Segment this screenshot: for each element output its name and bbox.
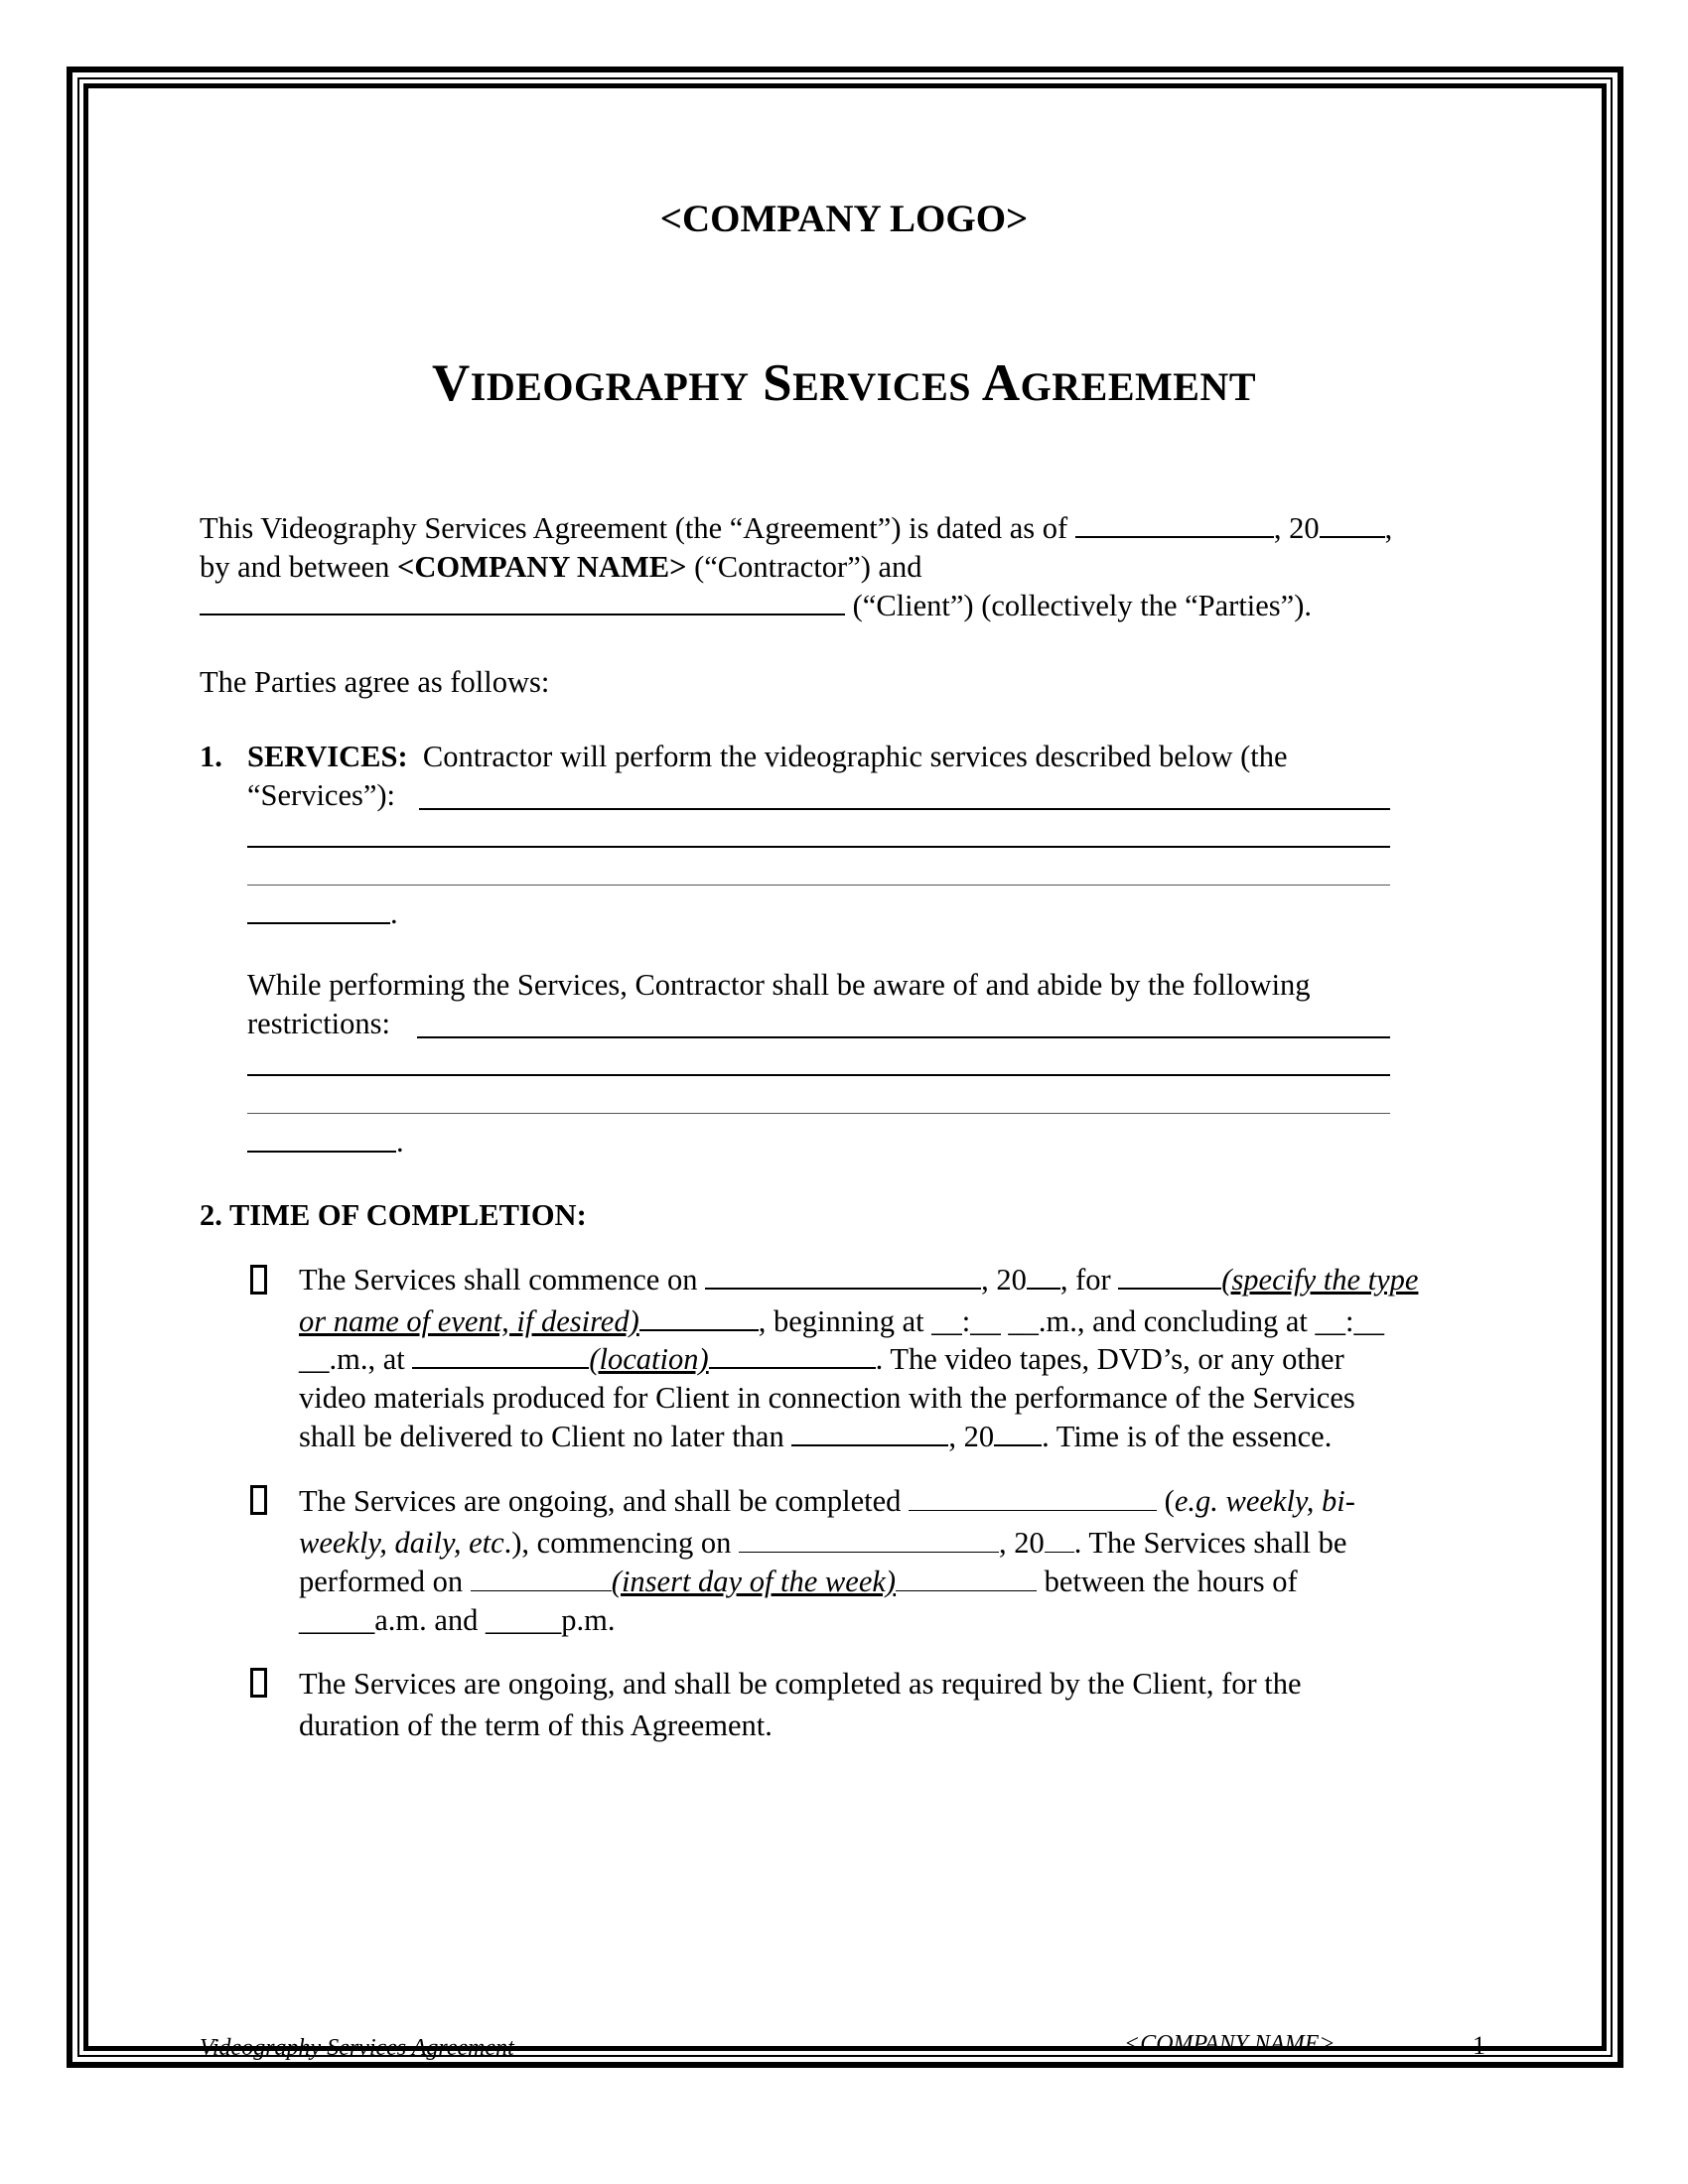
restrictions-line-1: While performing the Services, Contractor shall be aware of and abide by the following	[247, 968, 1311, 1002]
option-1-line-1: The Services shall commence on , 20 , for (specify the type	[299, 1263, 1419, 1297]
client-name-blank[interactable]	[200, 588, 845, 615]
year-blank[interactable]	[1320, 510, 1385, 538]
option-1-line-2: or name of event, if desired) , beginning at __:__ __.m., and concluding at __:__	[299, 1304, 1385, 1338]
parties-agree: The Parties agree as follows:	[200, 665, 550, 699]
option-2-line-3: performed on (insert day of the week) between the hours of	[299, 1565, 1298, 1598]
section-1-heading: SERVICES:	[247, 740, 408, 773]
services-blank-line-1[interactable]	[419, 808, 1390, 810]
location-blank[interactable]	[412, 1341, 589, 1369]
section-2-heading: 2. TIME OF COMPLETION:	[200, 1198, 587, 1232]
restrictions-line-2: restrictions:	[247, 1007, 390, 1040]
company-logo-placeholder: <COMPANY LOGO>	[659, 198, 1029, 240]
option-2-line-2: weekly, daily, etc.), commencing on , 20 . The Services shall be	[299, 1526, 1347, 1560]
commence-year-blank[interactable]	[1027, 1262, 1060, 1290]
restrictions-blank-line-4[interactable]	[247, 1151, 396, 1153]
day-blank-tail[interactable]	[896, 1565, 1037, 1591]
option-1-line-5: shall be delivered to Client no later than , 20 . Time is of the essence.	[299, 1420, 1333, 1453]
option-3-line-2: duration of the term of this Agreement.	[299, 1708, 773, 1742]
date-blank[interactable]	[1075, 510, 1274, 538]
footer-document-name: Videography Services Agreement	[200, 2035, 514, 2061]
option-1-line-4: video materials produced for Client in connection with the performance of the Services	[299, 1381, 1355, 1415]
services-period: .	[390, 896, 398, 930]
ongoing-commence-date-blank[interactable]	[739, 1526, 999, 1553]
section-1-number: 1.	[200, 740, 222, 773]
intro-line-2: by and between <COMPANY NAME> (“Contractor”) and	[200, 550, 922, 584]
intro-line-1: This Videography Services Agreement (the “Agreement”) is dated as of , 20 ,	[200, 511, 1393, 545]
option-2-line-4: _____a.m. and _____p.m.	[299, 1603, 616, 1637]
day-blank[interactable]	[471, 1565, 612, 1591]
section-1-line-2: “Services”):	[247, 778, 396, 812]
frequency-blank[interactable]	[909, 1484, 1157, 1511]
commence-date-blank[interactable]	[705, 1262, 981, 1290]
restrictions-blank-line-2[interactable]	[247, 1074, 1390, 1076]
company-name-placeholder: <COMPANY NAME>	[397, 550, 687, 584]
delivery-date-blank[interactable]	[791, 1419, 948, 1446]
location-blank-tail[interactable]	[709, 1341, 876, 1369]
option-1-checkbox[interactable]	[250, 1265, 267, 1295]
option-2-checkbox[interactable]	[250, 1485, 267, 1515]
restrictions-period: .	[396, 1125, 404, 1159]
option-3-checkbox[interactable]	[250, 1668, 267, 1698]
services-blank-line-4[interactable]	[247, 922, 390, 924]
footer-company-name: <COMPANY NAME>	[1124, 2031, 1336, 2057]
intro-line-3: (“Client”) (collectively the “Parties”).	[200, 587, 1312, 625]
page-number: 1	[1473, 2031, 1485, 2060]
option-1-line-3: __.m., at (location) . The video tapes, DVD’s, or any other	[299, 1342, 1344, 1376]
delivery-year-blank[interactable]	[994, 1419, 1042, 1446]
restrictions-blank-line-3[interactable]	[247, 1113, 1390, 1114]
ongoing-year-blank[interactable]	[1045, 1526, 1074, 1553]
restrictions-blank-line-1[interactable]	[417, 1036, 1390, 1038]
services-blank-line-2[interactable]	[247, 846, 1390, 848]
document-title: VIDEOGRAPHY SERVICES AGREEMENT	[432, 354, 1256, 412]
option-3-line-1: The Services are ongoing, and shall be completed as required by the Client, for the	[299, 1667, 1302, 1701]
event-blank-tail[interactable]	[639, 1303, 759, 1331]
event-blank[interactable]	[1118, 1262, 1221, 1290]
services-blank-line-3[interactable]	[247, 885, 1390, 886]
section-1-line-1: SERVICES: Contractor will perform the videographic services described below (the	[247, 740, 1288, 773]
option-2-line-1: The Services are ongoing, and shall be completed (e.g. weekly, bi-	[299, 1484, 1355, 1518]
